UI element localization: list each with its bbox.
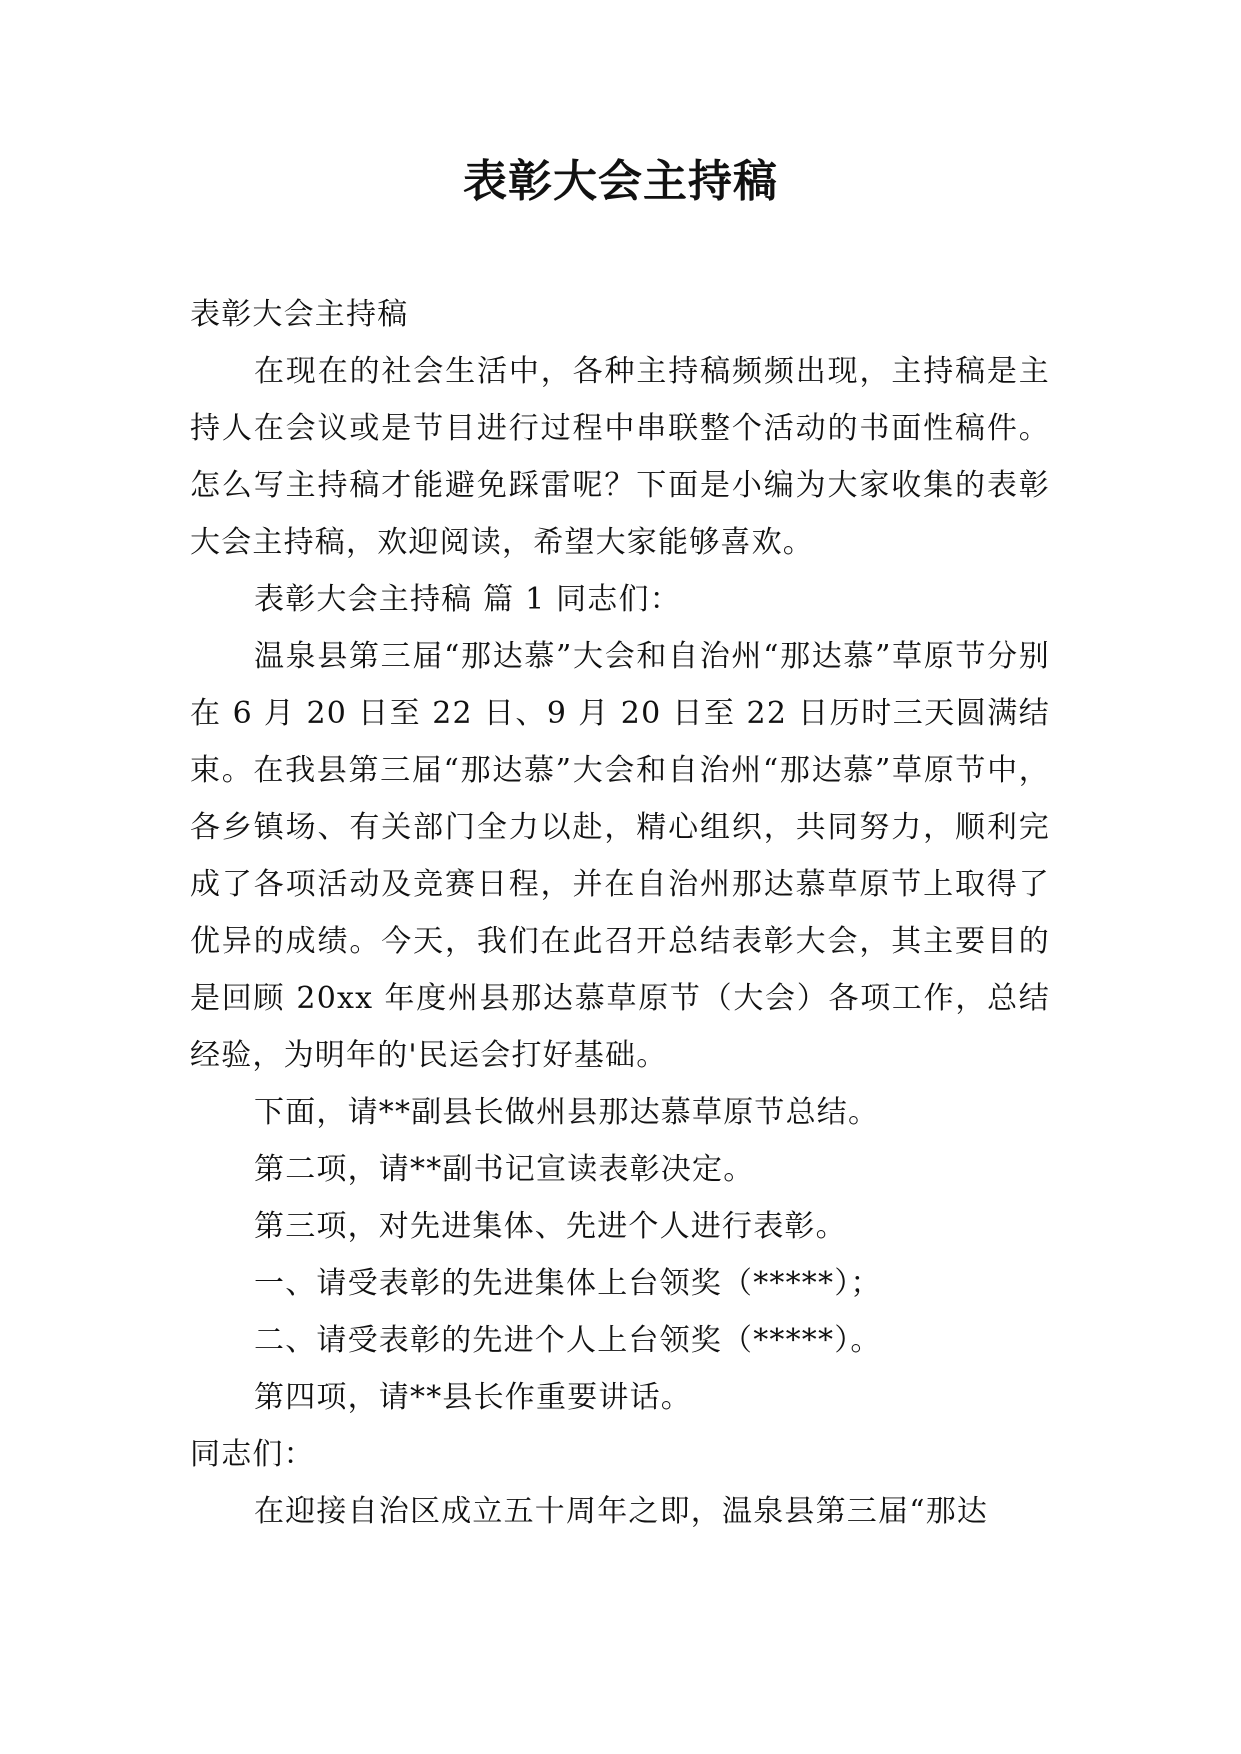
section-heading: 表彰大会主持稿 篇 1 同志们： <box>254 582 681 617</box>
agenda-item: 下面，请**副县长做州县那达慕草原节总结。 <box>254 1095 880 1130</box>
agenda-subitem: 二、请受表彰的先进个人上台领奖（*****）。 <box>254 1323 882 1358</box>
document-title: 表彰大会主持稿 <box>463 156 778 207</box>
salutation-line: 同志们： <box>190 1437 315 1472</box>
agenda-item: 第三项，对先进集体、先进个人进行表彰。 <box>254 1209 847 1244</box>
body-paragraph: 在迎接自治区成立五十周年之即，温泉县第三届“那达 <box>254 1494 989 1529</box>
agenda-item: 第四项，请**县长作重要讲话。 <box>254 1380 692 1415</box>
agenda-subitem: 一、请受表彰的先进集体上台领奖（*****）； <box>254 1266 882 1301</box>
agenda-item: 第二项，请**副书记宣读表彰决定。 <box>254 1152 755 1187</box>
document-body <box>190 286 1050 1540</box>
subtitle-line: 表彰大会主持稿 <box>190 297 409 332</box>
body-paragraph: 温泉县第三届“那达慕”大会和自治州“那达慕”草原节分别在 6 月 20 日至 22 日、9 月 20 日至 22 日历时三天圆满结束。在我县第三届“那达慕”大会和自治州“那达慕”草原节中，各乡镇场、有关部门全力以赴，精心组织，共同努力，顺利完成了各项活动及竞赛日程，并在自治州那达慕草原节上取得了优异的成绩。今天，我们在此召开总结表彰大会，其主要目的是回顾 20xx 年度州县那达慕草原节（大会）各项工作，总结经验，为明年的'民运会打好基础。 <box>190 639 1050 1073</box>
intro-paragraph: 在现在的社会生活中，各种主持稿频频出现，主持稿是主持人在会议或是节目进行过程中串联整个活动的书面性稿件。怎么写主持稿才能避免踩雷呢？下面是小编为大家收集的表彰大会主持稿，欢迎阅读，希望大家能够喜欢。 <box>190 354 1050 560</box>
